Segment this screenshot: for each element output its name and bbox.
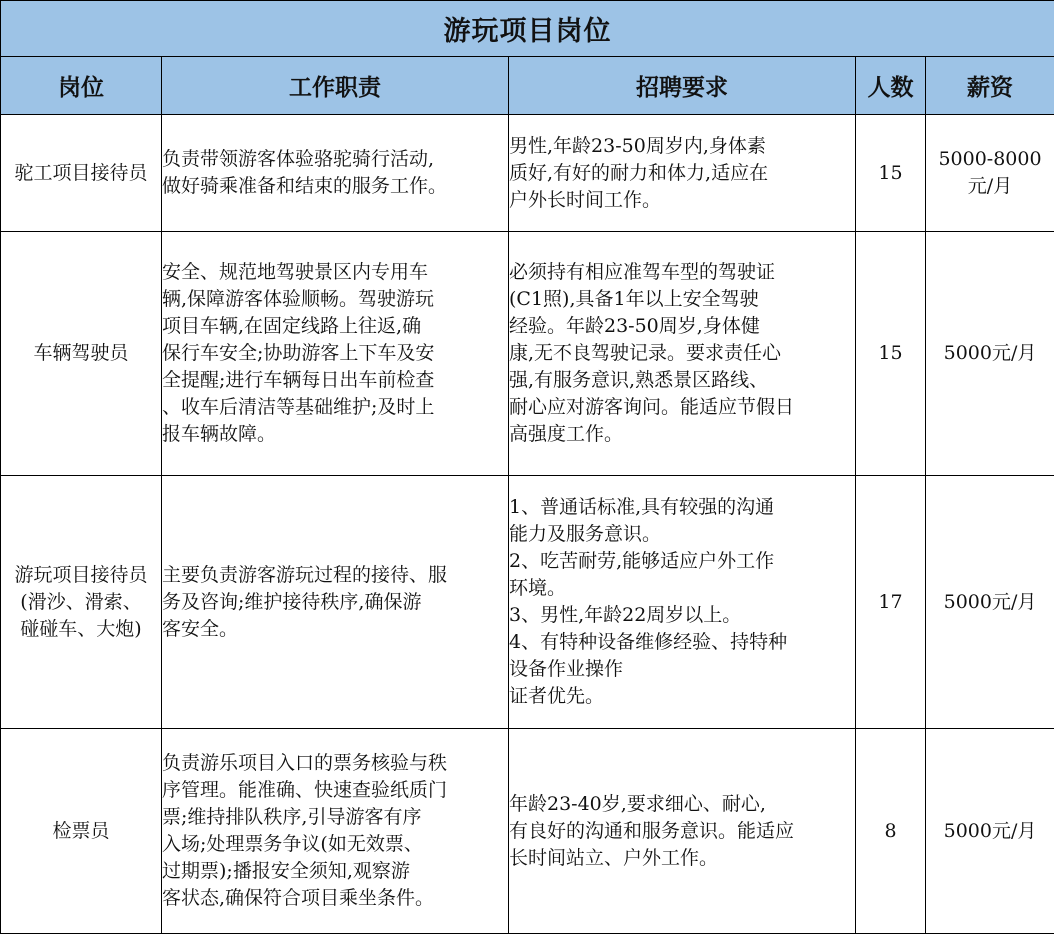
requirements-cell bbox=[509, 115, 856, 232]
position-line: (滑沙、滑索、 bbox=[1, 589, 161, 616]
salary-line: 5000元/月 bbox=[926, 589, 1054, 616]
requirements-line: 年龄23-40岁,要求细心、耐心, bbox=[509, 791, 855, 818]
duties-line: 务及咨询;维护接待秩序,确保游 bbox=[162, 589, 508, 616]
duties-line: 保行车安全;协助游客上下车及安 bbox=[162, 340, 508, 367]
count-cell: 15 bbox=[856, 232, 926, 476]
duties-line: 辆,保障游客体验顺畅。驾驶游玩 bbox=[162, 286, 508, 313]
header-salary: 薪资 bbox=[926, 57, 1054, 115]
duties-line: 票;维持排队秩序,引导游客有序 bbox=[162, 804, 508, 831]
duties-line: 、收车后清洁等基础维护;及时上 bbox=[162, 394, 508, 421]
duties-line: 报车辆故障。 bbox=[162, 421, 508, 448]
position-line: 车辆驾驶员 bbox=[33, 342, 128, 364]
requirements-cell bbox=[509, 729, 856, 934]
requirements-line: 康,无不良驾驶记录。要求责任心 bbox=[509, 340, 855, 367]
count-cell: 8 bbox=[856, 729, 926, 934]
duties-line: 做好骑乘准备和结束的服务工作。 bbox=[162, 173, 508, 200]
duties-line: 负责带领游客体验骆驼骑行活动, bbox=[162, 146, 508, 173]
requirements-line: 证者优先。 bbox=[509, 683, 855, 710]
salary-line: 5000元/月 bbox=[926, 818, 1054, 845]
table-row bbox=[1, 232, 1054, 476]
requirements-line: 男性,年龄23-50周岁内,身体素 bbox=[509, 133, 855, 160]
table-row bbox=[1, 115, 1054, 232]
title-row bbox=[1, 1, 1054, 57]
requirements-line: 4、有特种设备维修经验、持特种 bbox=[509, 629, 855, 656]
duties-cell bbox=[162, 476, 509, 729]
duties-line: 主要负责游客游玩过程的接待、服 bbox=[162, 562, 508, 589]
requirements-line: 1、普通话标准,具有较强的沟通 bbox=[509, 494, 855, 521]
position-cell bbox=[1, 476, 162, 729]
duties-line: 过期票);播报安全须知,观察游 bbox=[162, 858, 508, 885]
requirements-line: 能力及服务意识。 bbox=[509, 521, 855, 548]
count-cell: 15 bbox=[856, 115, 926, 232]
header-row bbox=[1, 57, 1054, 115]
requirements-line: 设备作业操作 bbox=[509, 656, 855, 683]
count-cell: 17 bbox=[856, 476, 926, 729]
salary-cell bbox=[926, 115, 1054, 232]
requirements-line: 强,有服务意识,熟悉景区路线、 bbox=[509, 367, 855, 394]
salary-cell bbox=[926, 232, 1054, 476]
position-cell bbox=[1, 729, 162, 934]
requirements-line: 高强度工作。 bbox=[509, 421, 855, 448]
position-line: 检票员 bbox=[52, 820, 109, 842]
table-title: 游玩项目岗位 bbox=[1, 1, 1054, 57]
requirements-line: 耐心应对游客询问。能适应节假日 bbox=[509, 394, 855, 421]
requirements-line: 质好,有好的耐力和体力,适应在 bbox=[509, 160, 855, 187]
duties-line: 入场;处理票务争议(如无效票、 bbox=[162, 831, 508, 858]
position-line: 游玩项目接待员 bbox=[1, 562, 161, 589]
position-cell bbox=[1, 115, 162, 232]
duties-line: 全提醒;进行车辆每日出车前检查 bbox=[162, 367, 508, 394]
salary-line: 元/月 bbox=[926, 173, 1054, 200]
header-position: 岗位 bbox=[1, 57, 162, 115]
position-line: 碰碰车、大炮) bbox=[1, 616, 161, 643]
duties-line: 项目车辆,在固定线路上往返,确 bbox=[162, 313, 508, 340]
requirements-line: (C1照),具备1年以上安全驾驶 bbox=[509, 286, 855, 313]
position-line: 驼工项目接待员 bbox=[14, 162, 147, 184]
duties-line: 序管理。能准确、快速查验纸质门 bbox=[162, 777, 508, 804]
salary-cell bbox=[926, 476, 1054, 729]
header-count: 人数 bbox=[856, 57, 926, 115]
salary-cell bbox=[926, 729, 1054, 934]
duties-cell bbox=[162, 232, 509, 476]
table-row bbox=[1, 476, 1054, 729]
requirements-line: 户外长时间工作。 bbox=[509, 187, 855, 214]
duties-line: 客状态,确保符合项目乘坐条件。 bbox=[162, 885, 508, 912]
requirements-cell bbox=[509, 232, 856, 476]
requirements-line: 必须持有相应准驾车型的驾驶证 bbox=[509, 259, 855, 286]
salary-line: 5000-8000 bbox=[926, 146, 1054, 173]
requirements-cell bbox=[509, 476, 856, 729]
duties-line: 客安全。 bbox=[162, 616, 508, 643]
requirements-line: 有良好的沟通和服务意识。能适应 bbox=[509, 818, 855, 845]
table-row bbox=[1, 729, 1054, 934]
duties-cell bbox=[162, 115, 509, 232]
header-requirements: 招聘要求 bbox=[509, 57, 856, 115]
salary-line: 5000元/月 bbox=[926, 340, 1054, 367]
requirements-line: 2、吃苦耐劳,能够适应户外工作 bbox=[509, 548, 855, 575]
requirements-line: 环境。 bbox=[509, 575, 855, 602]
duties-line: 安全、规范地驾驶景区内专用车 bbox=[162, 259, 508, 286]
header-duties: 工作职责 bbox=[162, 57, 509, 115]
position-cell bbox=[1, 232, 162, 476]
duties-cell bbox=[162, 729, 509, 934]
requirements-line: 经验。年龄23-50周岁,身体健 bbox=[509, 313, 855, 340]
requirements-line: 3、男性,年龄22周岁以上。 bbox=[509, 602, 855, 629]
duties-line: 负责游乐项目入口的票务核验与秩 bbox=[162, 750, 508, 777]
requirements-line: 长时间站立、户外工作。 bbox=[509, 845, 855, 872]
